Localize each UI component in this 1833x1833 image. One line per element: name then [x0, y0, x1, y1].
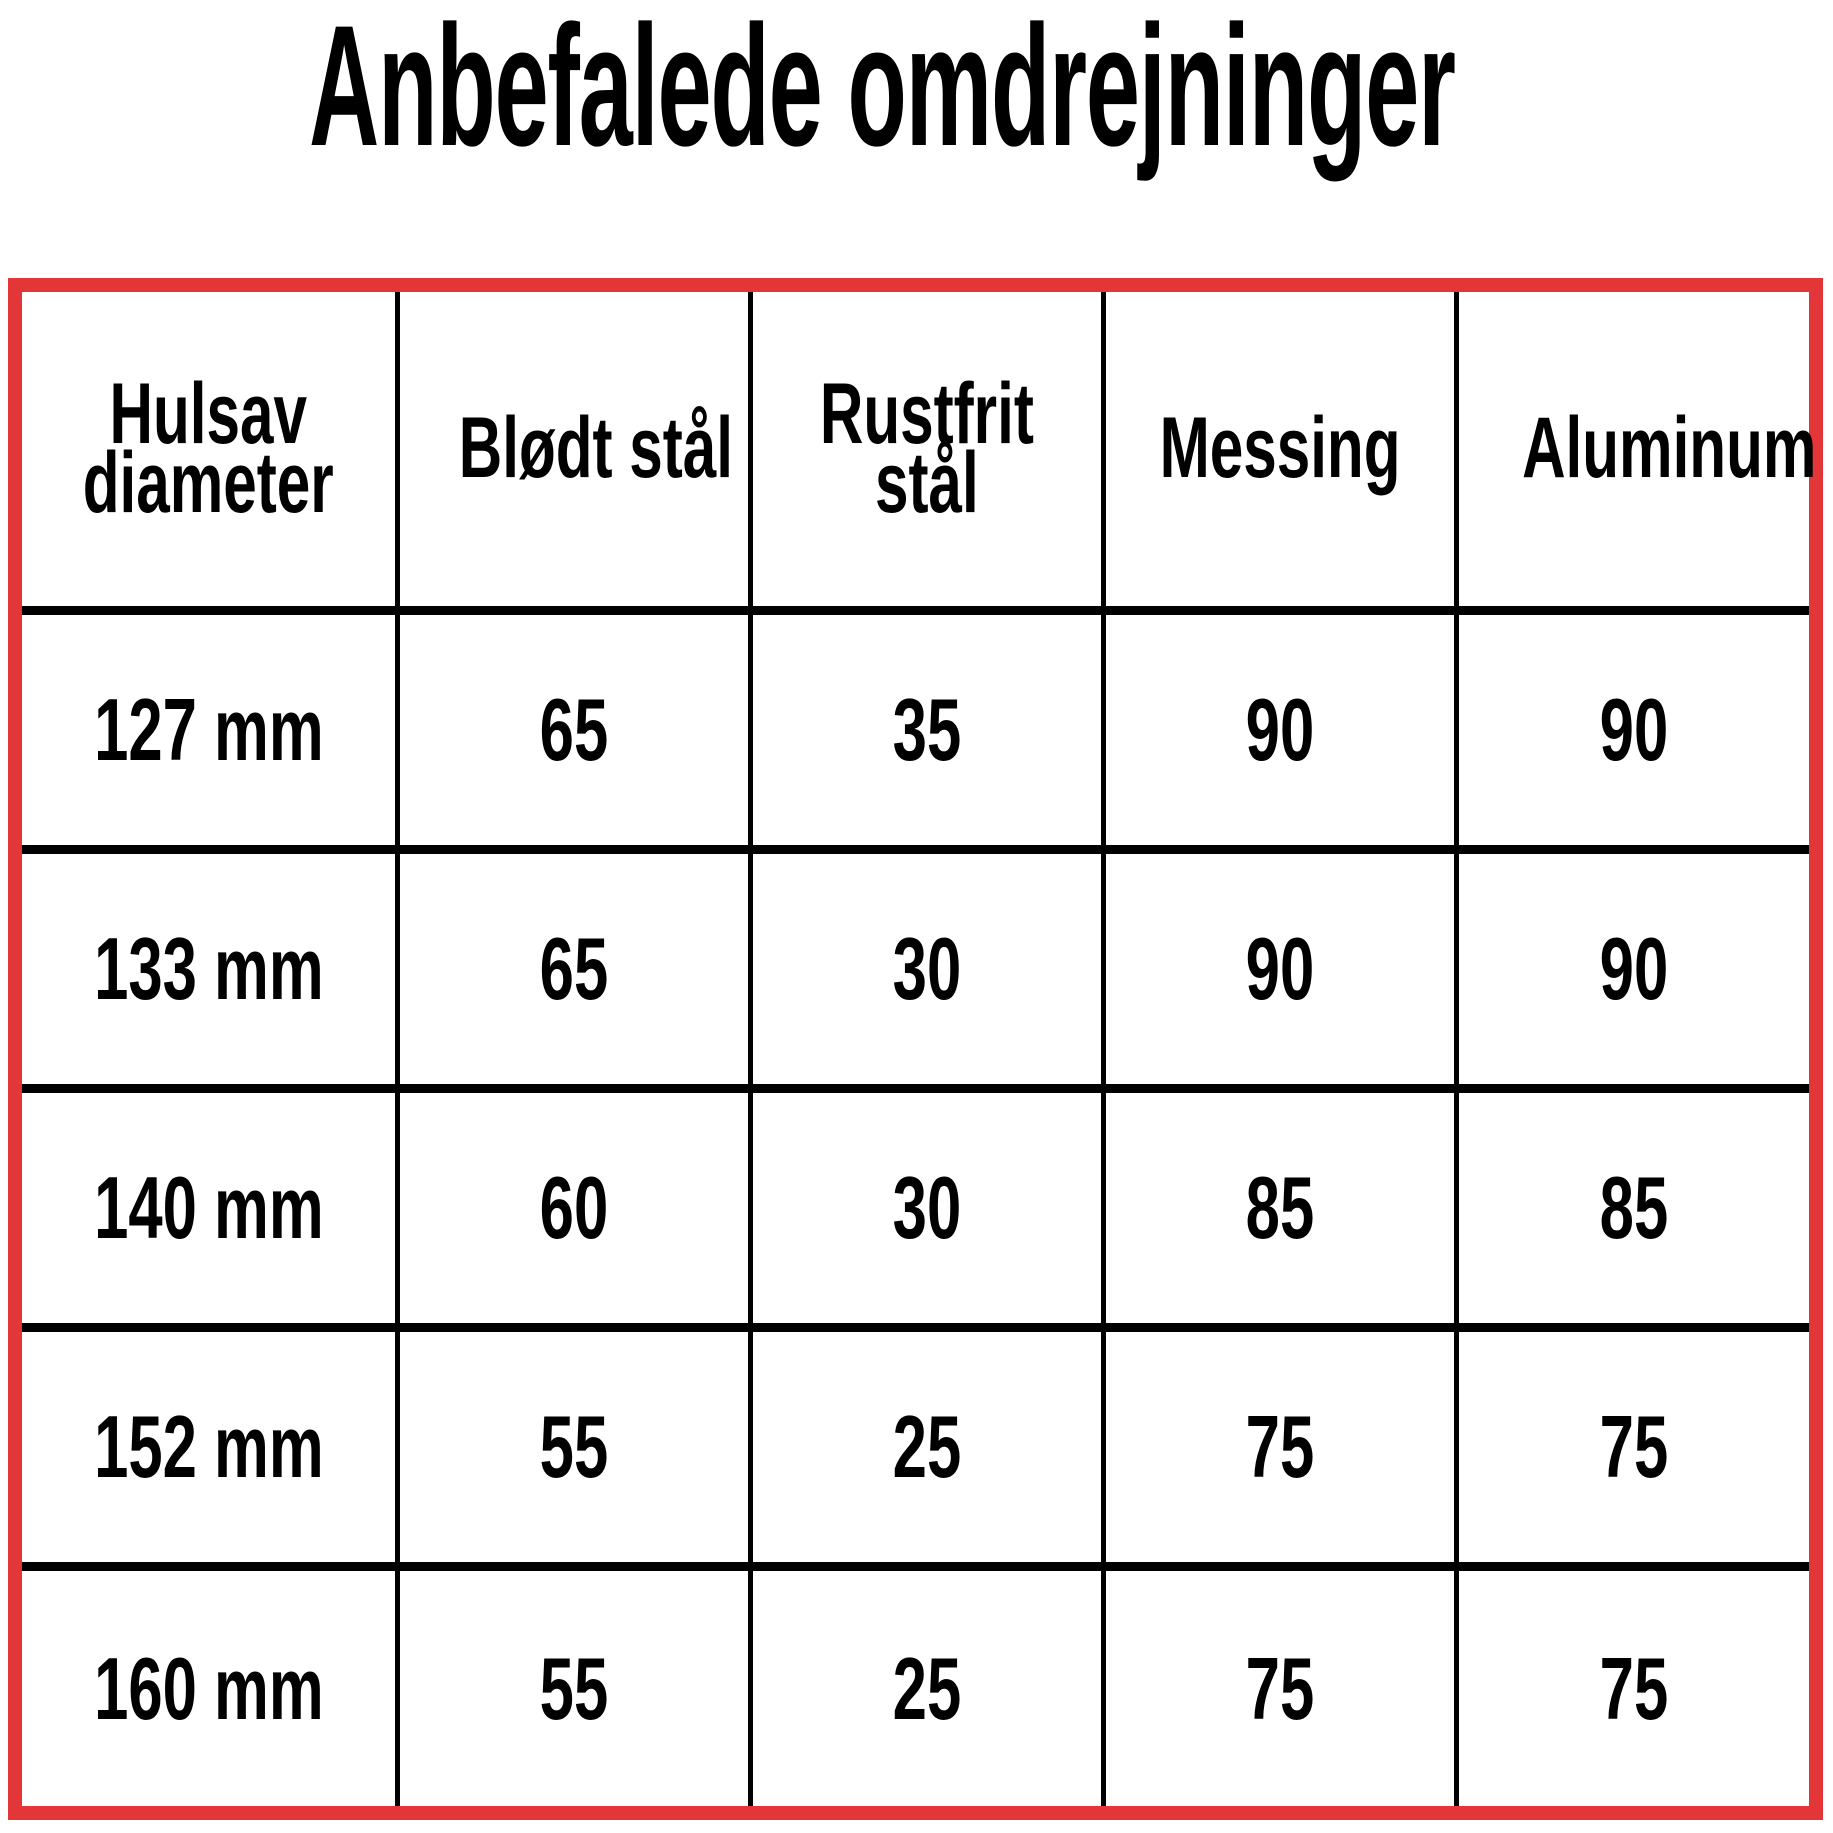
- col-header-hulsav-diameter: [22, 292, 397, 610]
- cell-stainless: 30: [750, 1088, 1103, 1327]
- header-line: Blødt stål: [458, 400, 733, 497]
- cell-brass: 90: [1103, 610, 1456, 849]
- cell-stainless: 35: [750, 610, 1103, 849]
- cell-mild-steel: 55: [397, 1567, 750, 1806]
- table-row: [22, 1328, 1809, 1567]
- header-line: Rustfrit: [819, 365, 1034, 462]
- col-header-rustfrit-stal: [750, 292, 1103, 610]
- table-frame: [8, 278, 1823, 1820]
- table-header-row: [22, 292, 1816, 610]
- cell-diameter: 140 mm: [22, 1088, 397, 1327]
- col-header-aluminum: [1456, 292, 1816, 610]
- header-line: Aluminum: [1521, 400, 1816, 497]
- cell-aluminum: 90: [1456, 610, 1809, 849]
- cell-mild-steel: 60: [397, 1088, 750, 1327]
- cell-stainless: 25: [750, 1567, 1103, 1806]
- rpm-table: [22, 292, 1816, 1806]
- cell-aluminum: 85: [1456, 1088, 1809, 1327]
- table-row: [22, 1567, 1809, 1806]
- cell-brass: 85: [1103, 1088, 1456, 1327]
- cell-diameter: 133 mm: [22, 849, 397, 1088]
- cell-diameter: 127 mm: [22, 610, 397, 849]
- header-line: Hulsav: [109, 365, 308, 462]
- header-line: diameter: [82, 434, 334, 531]
- page-title: [0, 0, 1833, 186]
- cell-aluminum: 75: [1456, 1567, 1809, 1806]
- table-row: [22, 849, 1809, 1088]
- page-title-text: Anbefalede omdrejninger: [309, 0, 1455, 182]
- cell-diameter: 152 mm: [22, 1328, 397, 1567]
- table-row: [22, 610, 1809, 849]
- cell-mild-steel: 65: [397, 610, 750, 849]
- cell-brass: 75: [1103, 1328, 1456, 1567]
- cell-diameter: 160 mm: [22, 1567, 397, 1806]
- cell-stainless: 30: [750, 849, 1103, 1088]
- cell-mild-steel: 55: [397, 1328, 750, 1567]
- table-row: [22, 1088, 1809, 1327]
- cell-brass: 90: [1103, 849, 1456, 1088]
- col-header-blodt-stal: [397, 292, 750, 610]
- col-header-messing: [1103, 292, 1456, 610]
- cell-aluminum: 75: [1456, 1328, 1809, 1567]
- cell-stainless: 25: [750, 1328, 1103, 1567]
- header-line: Messing: [1159, 400, 1400, 497]
- cell-mild-steel: 65: [397, 849, 750, 1088]
- cell-brass: 75: [1103, 1567, 1456, 1806]
- header-line: stål: [874, 434, 979, 531]
- cell-aluminum: 90: [1456, 849, 1809, 1088]
